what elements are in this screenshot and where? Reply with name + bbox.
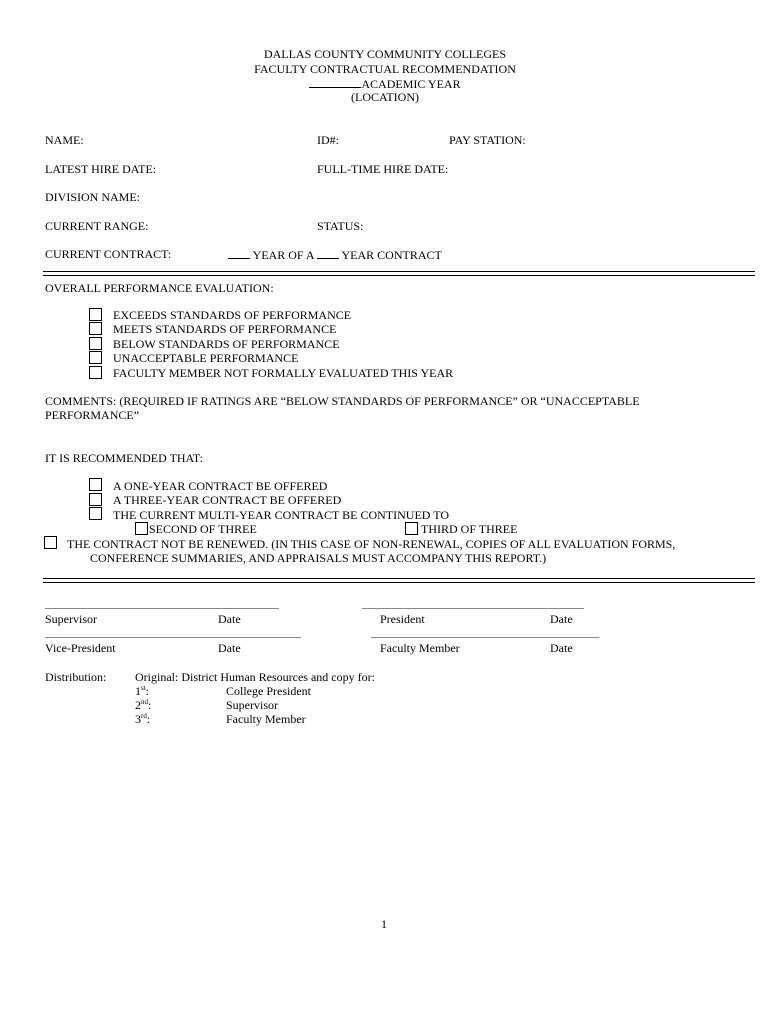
- evaluation-heading: OVERALL PERFORMANCE EVALUATION:: [45, 281, 274, 295]
- vice-president-signature-line[interactable]: [45, 637, 301, 638]
- meets-checkbox[interactable]: [89, 322, 102, 335]
- faculty-member-signature-line[interactable]: [371, 637, 599, 638]
- supervisor-signature-line[interactable]: [45, 608, 279, 609]
- below-label: BELOW STANDARDS OF PERFORMANCE: [113, 337, 340, 351]
- one-year-label: A ONE-YEAR CONTRACT BE OFFERED: [113, 479, 328, 493]
- not-renewed-line-2: CONFERENCE SUMMARIES, AND APPRAISALS MUST ACCOMPANY THIS REPORT.): [90, 551, 547, 565]
- distribution-original: Original: District Human Resources and copy for:: [135, 670, 375, 684]
- ordinal-suffix: nd: [141, 698, 148, 706]
- distribution-ordinal-3: [135, 712, 150, 726]
- academic-year-blank[interactable]: [309, 76, 361, 88]
- distribution-label: Distribution:: [45, 670, 107, 684]
- recommendation-heading: IT IS RECOMMENDED THAT:: [45, 451, 203, 465]
- continued-label: THE CURRENT MULTI-YEAR CONTRACT BE CONTINUED TO: [113, 508, 450, 522]
- division-name-label: DIVISION NAME:: [45, 190, 140, 204]
- current-range-label: CURRENT RANGE:: [45, 219, 149, 233]
- below-checkbox[interactable]: [89, 337, 102, 350]
- section-divider-2: [43, 578, 755, 583]
- academic-year-label: ACADEMIC YEAR: [361, 77, 461, 91]
- latest-hire-date-label: LATEST HIRE DATE:: [45, 162, 157, 176]
- fulltime-hire-date-label: FULL-TIME HIRE DATE:: [317, 162, 449, 176]
- vice-president-label: Vice-President: [45, 641, 116, 655]
- supervisor-label: Supervisor: [45, 612, 97, 626]
- current-contract-label: CURRENT CONTRACT:: [45, 247, 172, 261]
- year-of-a-text: YEAR OF A: [252, 248, 314, 262]
- meets-label: MEETS STANDARDS OF PERFORMANCE: [113, 322, 337, 336]
- continued-checkbox[interactable]: [89, 507, 102, 520]
- second-of-three-checkbox[interactable]: [135, 522, 148, 535]
- header-line-4: (LOCATION): [351, 90, 419, 104]
- contract-year-text: [228, 247, 442, 262]
- distribution-recipient-3: Faculty Member: [226, 712, 306, 726]
- comments-line-2: PERFORMANCE”: [45, 408, 140, 422]
- faculty-member-label: Faculty Member: [380, 641, 460, 655]
- exceeds-checkbox[interactable]: [89, 308, 102, 321]
- name-label: NAME:: [45, 133, 84, 147]
- faculty-member-date-label: Date: [550, 641, 573, 655]
- one-year-checkbox[interactable]: [89, 478, 102, 491]
- exceeds-label: EXCEEDS STANDARDS OF PERFORMANCE: [113, 308, 352, 322]
- ordinal-suffix: rd: [141, 712, 147, 720]
- distribution-ordinal-1: [135, 684, 149, 698]
- not-renewed-checkbox[interactable]: [44, 536, 57, 549]
- unacceptable-checkbox[interactable]: [89, 351, 102, 364]
- supervisor-date-label: Date: [218, 612, 241, 626]
- pay-station-label: PAY STATION:: [449, 133, 526, 147]
- ordinal-suffix: st: [141, 684, 146, 692]
- second-of-three-label: SECOND OF THREE: [149, 522, 257, 536]
- ordinal-colon: :: [146, 712, 151, 726]
- three-year-label: A THREE-YEAR CONTRACT BE OFFERED: [113, 493, 342, 507]
- unacceptable-label: UNACCEPTABLE PERFORMANCE: [113, 351, 299, 365]
- header-line-3: [0, 76, 770, 91]
- vice-president-date-label: Date: [218, 641, 241, 655]
- section-divider: [43, 271, 755, 276]
- not-evaluated-label: FACULTY MEMBER NOT FORMALLY EVALUATED THIS YEAR: [113, 366, 454, 380]
- ordinal-colon: :: [148, 698, 152, 712]
- three-year-checkbox[interactable]: [89, 493, 102, 506]
- not-evaluated-checkbox[interactable]: [89, 366, 102, 379]
- contract-year-blank[interactable]: [228, 247, 250, 259]
- contract-length-blank[interactable]: [317, 247, 339, 259]
- ordinal-number: 3: [135, 712, 141, 726]
- comments-line-1: COMMENTS: (REQUIRED IF RATINGS ARE “BELOW STANDARDS OF PERFORMANCE” OR “UNACCEPTABLE: [45, 394, 640, 408]
- status-label: STATUS:: [317, 219, 364, 233]
- president-date-label: Date: [550, 612, 573, 626]
- distribution-recipient-2: Supervisor: [226, 698, 278, 712]
- header-line-2: FACULTY CONTRACTUAL RECOMMENDATION: [254, 62, 516, 76]
- third-of-three-label: THIRD OF THREE: [421, 522, 518, 536]
- ordinal-number: 2: [135, 698, 141, 712]
- not-renewed-line-1: THE CONTRACT NOT BE RENEWED. (IN THIS CASE OF NON-RENEWAL, COPIES OF ALL EVALUATION FORMS,: [67, 537, 676, 551]
- third-of-three-checkbox[interactable]: [405, 522, 418, 535]
- page-number: 1: [381, 917, 387, 931]
- ordinal-colon: :: [145, 684, 150, 698]
- header-line-1: DALLAS COUNTY COMMUNITY COLLEGES: [263, 47, 507, 61]
- president-label: President: [380, 612, 425, 626]
- distribution-recipient-1: College President: [226, 684, 311, 698]
- year-contract-text: YEAR CONTRACT: [341, 248, 442, 262]
- distribution-ordinal-2: [135, 698, 151, 712]
- ordinal-number: 1: [135, 684, 141, 698]
- id-label: ID#:: [317, 133, 339, 147]
- president-signature-line[interactable]: [362, 608, 584, 609]
